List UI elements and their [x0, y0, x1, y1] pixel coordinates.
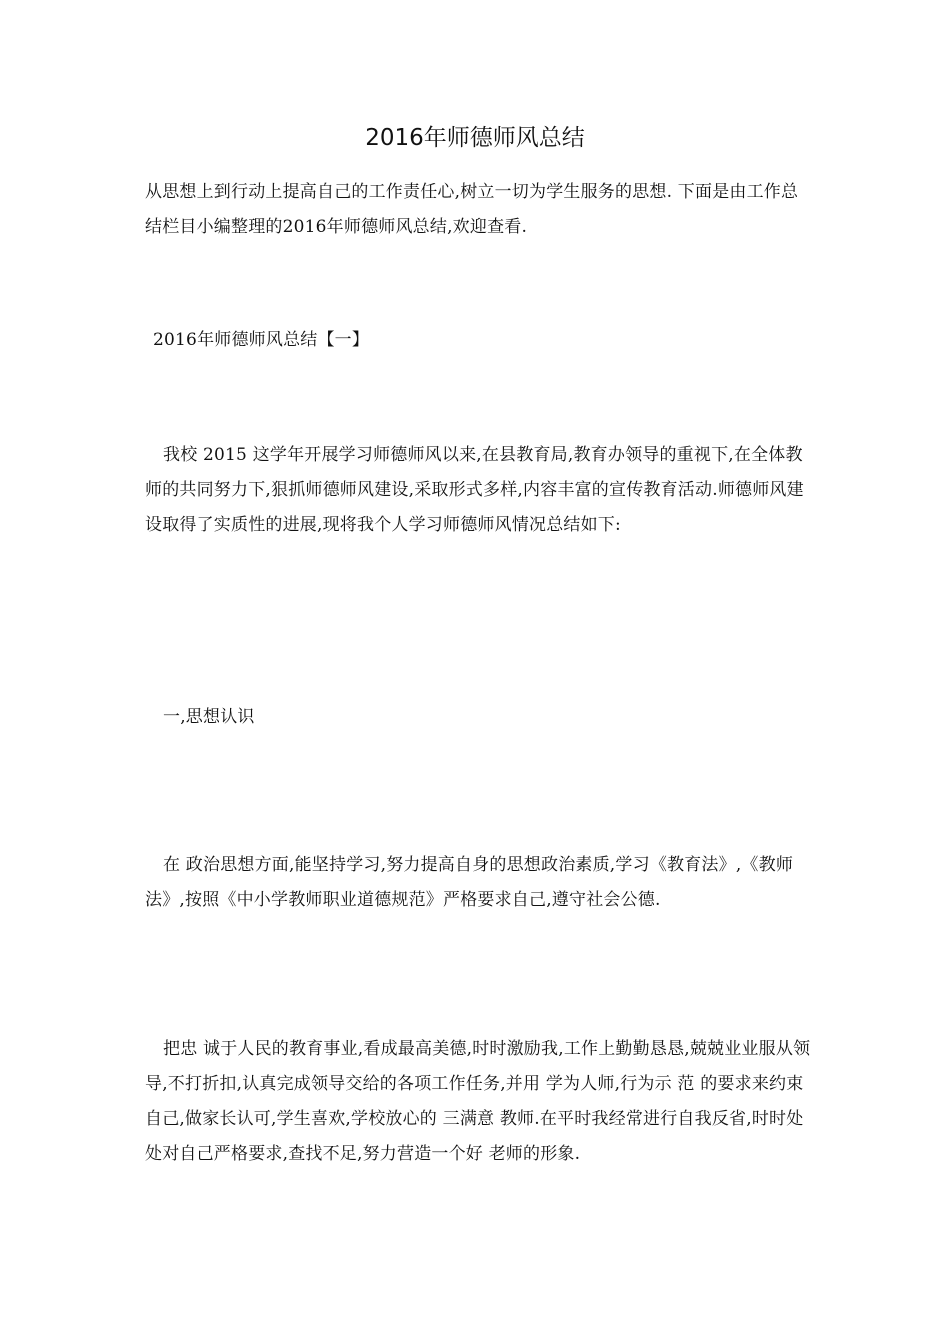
intro-paragraph: 从思想上到行动上提高自己的工作责任心,树立一切为学生服务的思想. 下面是由工作总结栏目小编整理的2016年师德师风总结,欢迎查看. [145, 182, 799, 237]
body-paragraph-2: 在 政治思想方面,能坚持学习,努力提高自身的思想政治素质,学习《教育法》,《教师法》,按照《中小学教师职业道德规范》严格要求自己,遵守社会公德. [145, 855, 794, 910]
document-title: 2016年师德师风总结 [365, 125, 585, 151]
body-paragraph-1: 我校 2015 这学年开展学习师德师风以来,在县教育局,教育办领导的重视下,在全体教师的共同努力下,狠抓师德师风建设,采取形式多样,内容丰富的宣传教育活动.师德师风建设取得了实质性的进展,现将我个人学习师德师风情况总结如下: [145, 445, 804, 535]
section-title: 2016年师德师风总结【一】 [153, 330, 370, 350]
body-paragraph-3: 把忠 诚于人民的教育事业,看成最高美德,时时激励我,工作上勤勤恳恳,兢兢业业服从领导,不打折扣,认真完成领导交给的各项工作任务,并用 学为人师,行为示 范 的要求来约束自己,做家长认可,学生喜欢,学校放心的 三满意 教师.在平时我经常进行自我反省,时时处处对自己严格要求,查找不足,努力营造一个好 老师的形象. [145, 1039, 811, 1164]
heading-thought: 一,思想认识 [163, 707, 255, 727]
